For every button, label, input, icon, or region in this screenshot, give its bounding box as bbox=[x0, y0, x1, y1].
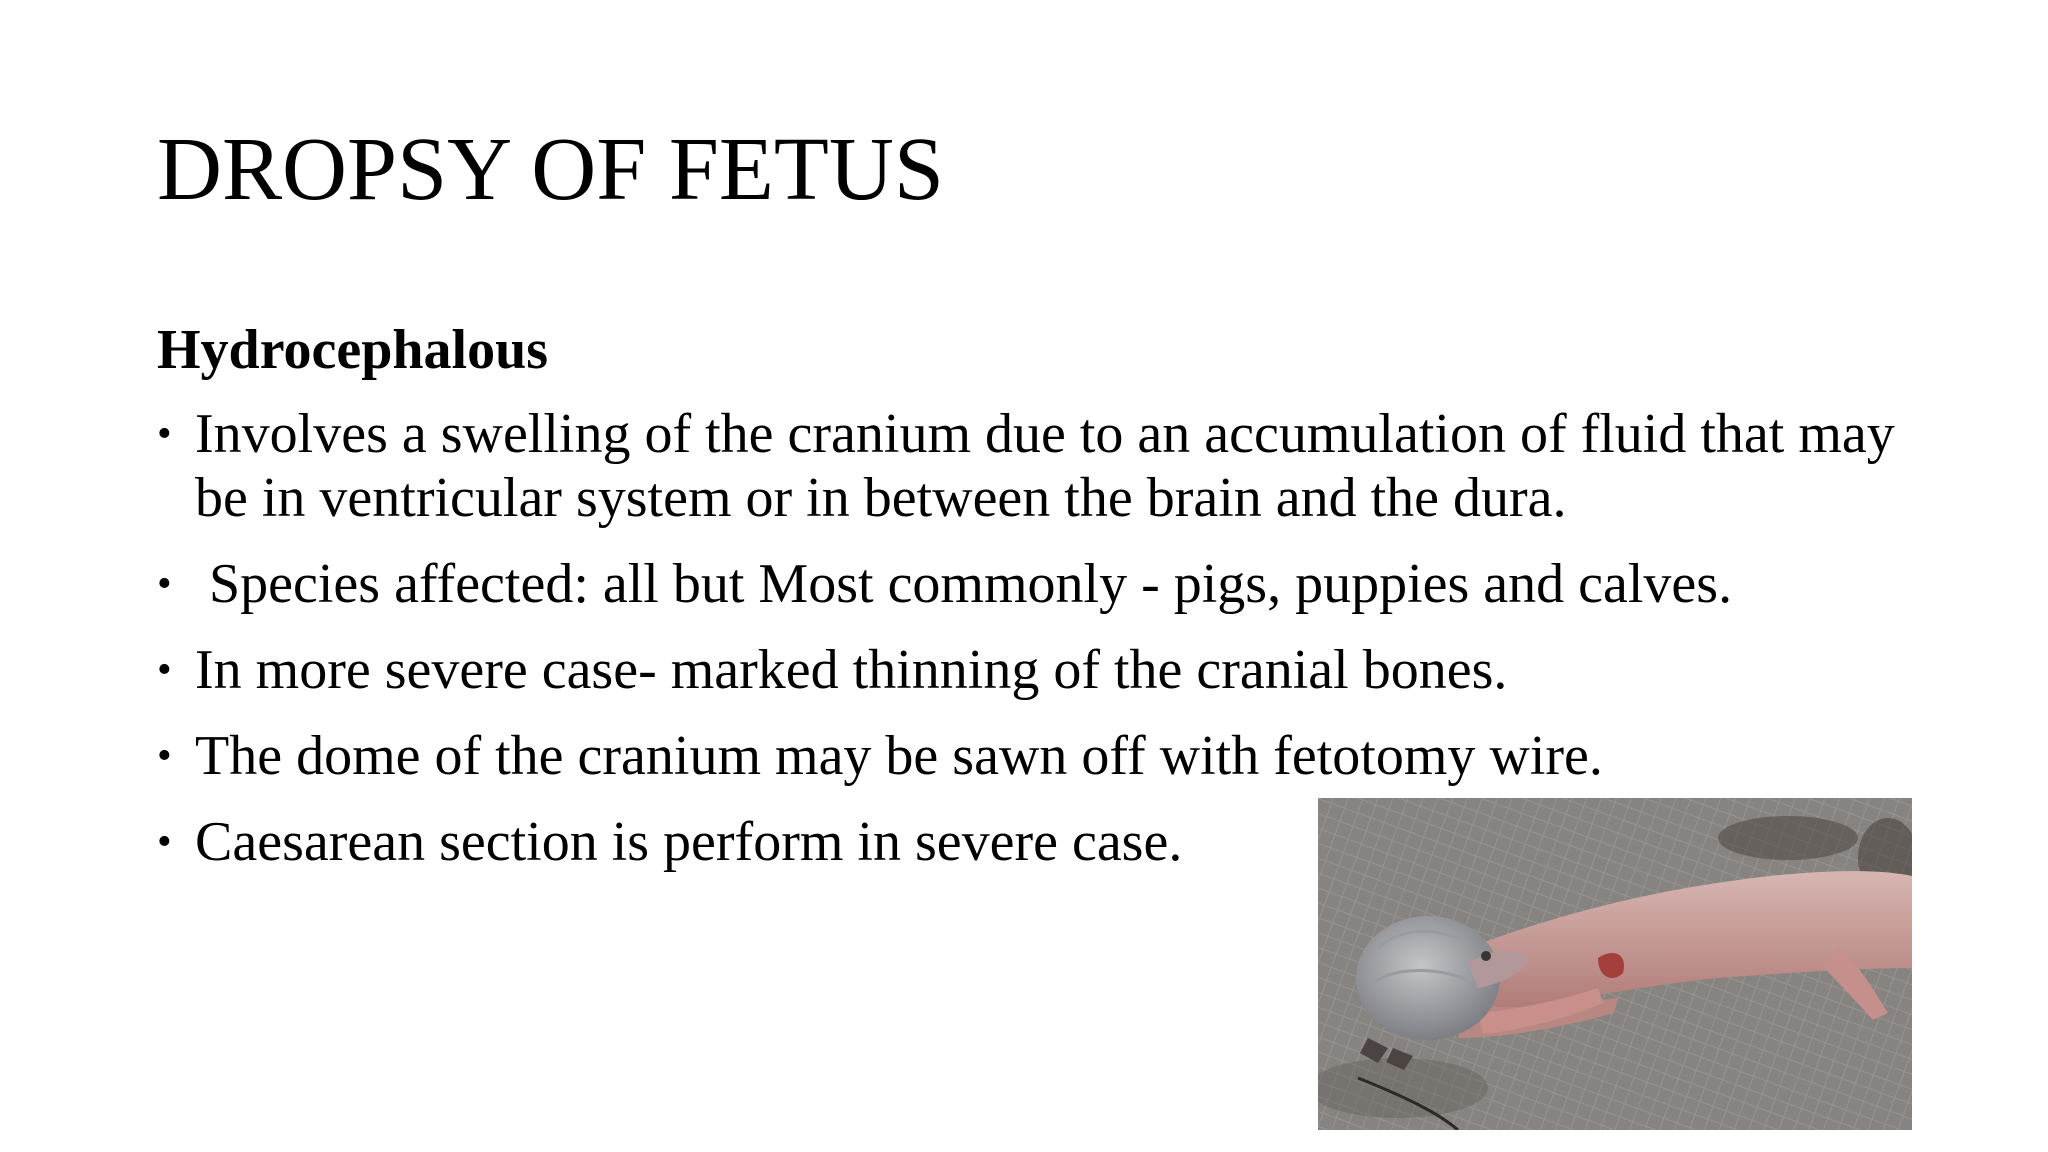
bullet-dot-icon: • bbox=[157, 561, 172, 607]
bullet-dot-icon: • bbox=[157, 411, 172, 457]
bullet-item bbox=[157, 724, 1917, 788]
slide-subheading: Hydrocephalous bbox=[157, 319, 549, 381]
bullet-text: Involves a swelling of the cranium due to an accumulation of fluid that may be in ventricular system or in between the brain and the dura. bbox=[195, 403, 1895, 529]
bullet-text: Caesarean section is perform in severe case. bbox=[195, 811, 1183, 873]
bullet-text: The dome of the cranium may be sawn off with fetotomy wire. bbox=[195, 725, 1603, 787]
bullet-dot-icon: • bbox=[157, 733, 172, 779]
fetus-photo bbox=[1318, 798, 1912, 1130]
bullet-item bbox=[157, 552, 1917, 616]
bullet-item bbox=[157, 638, 1917, 702]
bullet-text: Species affected: all but Most commonly - pigs, puppies and calves. bbox=[195, 553, 1733, 615]
slide-title: DROPSY OF FETUS bbox=[157, 120, 944, 219]
bullet-dot-icon: • bbox=[157, 647, 172, 693]
bullet-dot-icon: • bbox=[157, 819, 172, 865]
fetus-photo-illustration bbox=[1318, 798, 1912, 1130]
bullet-item bbox=[157, 402, 1917, 530]
bullet-text: In more severe case- marked thinning of the cranial bones. bbox=[195, 639, 1508, 701]
